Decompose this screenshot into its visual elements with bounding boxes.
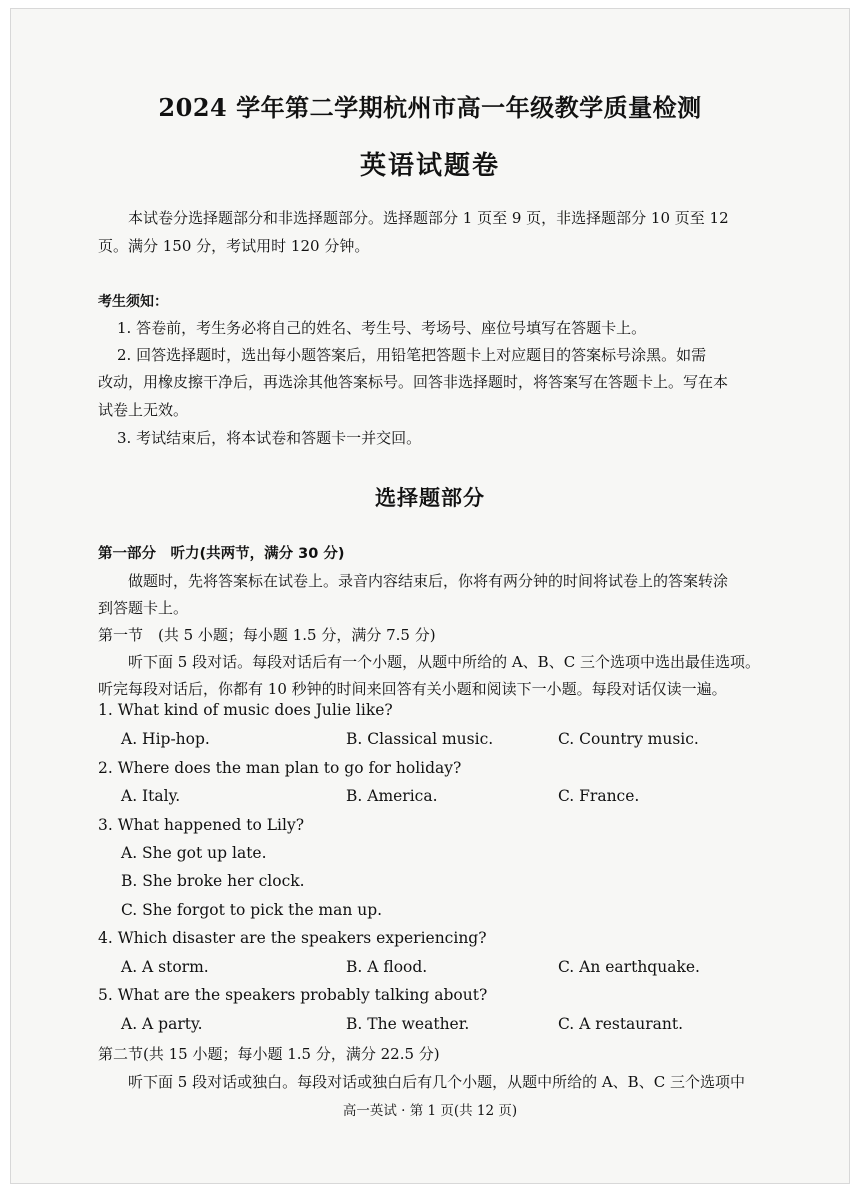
page-footer: 高一英试 · 第 1 页(共 12 页) <box>342 1103 518 1119</box>
q2-option-a: A. Italy. <box>121 787 181 805</box>
q4-option-b: B. A flood. <box>346 958 428 976</box>
q1-option-a: A. Hip-hop. <box>121 730 210 748</box>
question-5: 5. What are the speakers probably talking about? <box>98 986 488 1004</box>
section-title: 选择题部分 <box>375 486 485 510</box>
part1-sec1-heading: 第一节 (共 5 小题；每小题 1.5 分，满分 7.5 分) <box>98 626 436 644</box>
part1-desc-line-1: 做题时，先将答案标在试卷上。录音内容结束后，你将有两分钟的时间将试卷上的答案转涂 <box>128 572 729 590</box>
part1-heading: 第一部分 听力(共两节，满分 30 分) <box>98 546 345 562</box>
part1-sec2-heading: 第二节(共 15 小题；每小题 1.5 分，满分 22.5 分) <box>98 1045 440 1063</box>
question-1: 1. What kind of music does Julie like? <box>98 701 393 719</box>
part1-sec1-desc-line-1: 听下面 5 段对话。每段对话后有一个小题，从题中所给的 A、B、C 三个选项中选出最佳选项。 <box>128 653 760 671</box>
notice-item-2-line-1: 2. 回答选择题时，选出每小题答案后，用铅笔把答题卡上对应题目的答案标号涂黑。如需 <box>117 346 707 364</box>
q5-option-b: B. The weather. <box>346 1015 470 1033</box>
q3-option-b: B. She broke her clock. <box>121 872 305 890</box>
notice-item-3: 3. 考试结束后，将本试卷和答题卡一并交回。 <box>117 429 422 447</box>
notice-heading: 考生须知： <box>98 294 168 310</box>
q5-option-c: C. A restaurant. <box>558 1015 684 1033</box>
q1-option-b: B. Classical music. <box>346 730 494 748</box>
question-2: 2. Where does the man plan to go for holiday? <box>98 759 462 777</box>
q3-option-c: C. She forgot to pick the man up. <box>121 901 383 919</box>
q3-option-a: A. She got up late. <box>121 844 267 862</box>
notice-item-1: 1. 答卷前，考生务必将自己的姓名、考生号、考场号、座位号填写在答题卡上。 <box>117 319 647 337</box>
intro-line-1: 本试卷分选择题部分和非选择题部分。选择题部分 1 页至 9 页，非选择题部分 10 页至 12 <box>128 209 729 227</box>
part1-sec2-desc-line-1: 听下面 5 段对话或独白。每段对话或独白后有几个小题，从题中所给的 A、B、C 三个选项中 <box>128 1073 745 1091</box>
paper-subtitle: 英语试题卷 <box>359 151 500 181</box>
q4-option-a: A. A storm. <box>121 958 209 976</box>
question-3: 3. What happened to Lily? <box>98 816 305 834</box>
q1-option-c: C. Country music. <box>558 730 699 748</box>
intro-line-2: 页。满分 150 分，考试用时 120 分钟。 <box>98 237 370 255</box>
q4-option-c: C. An earthquake. <box>558 958 700 976</box>
q2-option-c: C. France. <box>558 787 640 805</box>
part1-sec1-desc-line-2: 听完每段对话后，你都有 10 秒钟的时间来回答有关小题和阅读下一小题。每段对话仅读一遍。 <box>98 680 727 698</box>
notice-item-2-line-3: 试卷上无效。 <box>98 401 189 419</box>
q5-option-a: A. A party. <box>121 1015 203 1033</box>
question-4: 4. Which disaster are the speakers experiencing? <box>98 929 487 947</box>
q2-option-b: B. America. <box>346 787 438 805</box>
notice-item-2-line-2: 改动，用橡皮擦干净后，再选涂其他答案标号。回答非选择题时，将答案写在答题卡上。写在本 <box>98 373 729 391</box>
part1-desc-line-2: 到答题卡上。 <box>98 599 189 617</box>
exam-title: 2024 学年第二学期杭州市高一年级教学质量检测 <box>158 93 702 122</box>
